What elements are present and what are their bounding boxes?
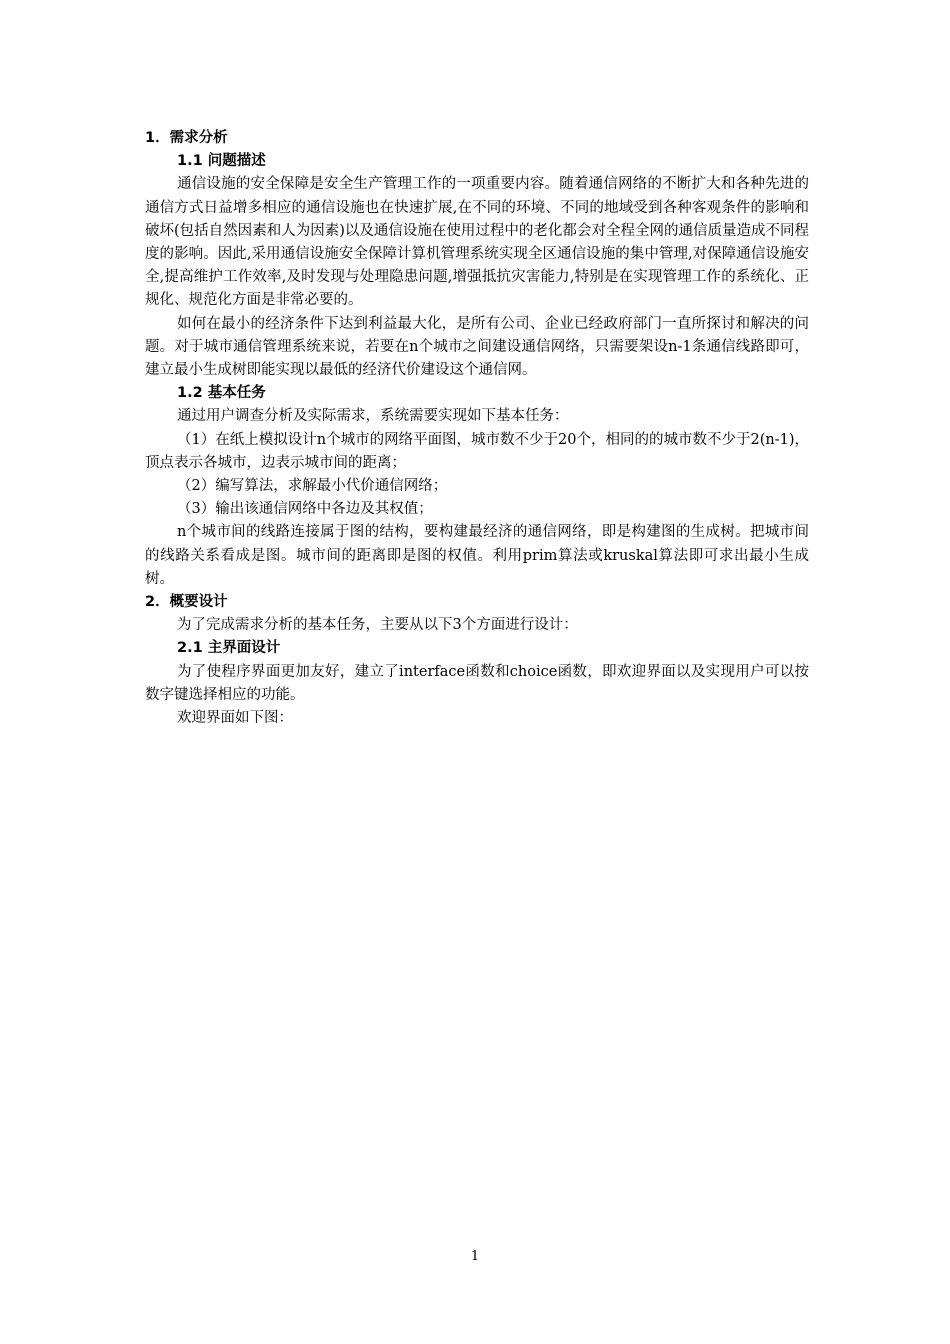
page-number: 1 [470,1249,480,1264]
task-item-1: （1）在纸上模拟设计n个城市的网络平面图，城市数不少于20个，相同的的城市数不少于2(n-1)，顶点表示各城市，边表示城市间的距离； [145,431,810,471]
section-1-1-heading: 1.1 问题描述 [177,153,266,170]
section-1-heading: 1．需求分析 [145,130,228,146]
section-2-1-paragraph-1: 为了使程序界面更加友好，建立了interface函数和choice函数，即欢迎界面以及实现用户可以按数字键选择相应的功能。 [145,663,809,703]
section-2-intro: 为了完成需求分析的基本任务，主要从以下3个方面进行设计： [177,617,578,634]
section-2-1-heading: 2.1 主界面设计 [177,640,281,657]
section-2-heading: 2．概要设计 [145,594,228,611]
section-1-1-paragraph-1: 通信设施的安全保障是安全生产管理工作的一项重要内容。随着通信网络的不断扩大和各种先进的通信方式日益增多相应的通信设施也在快速扩展,在不同的环境、不同的地域受到各种客观条件的影响和破坏(包括自然因素和人为因素)以及通信设施在使用过程中的老化都会对全程全网的通信质量造成不同程度的影响。因此,采用通信设施安全保障计算机管理系统实现全区通信设施的集中管理,对保障通信设施安全,提高维护工作效率,及时发现与处理隐患问题,增强抵抗灾害能力,特别是在实现管理工作的系统化、正规化、规范化方面是非常必要的。 [145,176,809,309]
task-item-2: （2）编写算法，求解最小代价通信网络； [177,478,448,495]
section-1-2-conclusion: n个城市间的线路连接属于图的结构，要构建最经济的通信网络，即是构建图的生成树。把城市间的线路关系看成是图。城市间的距离即是图的权值。利用prim算法或kruskal算法即可求出最小生成树。 [145,524,809,587]
section-1-1-paragraph-2: 如何在最小的经济条件下达到利益最大化，是所有公司、企业已经政府部门一直所探讨和解决的问题。对于城市通信管理系统来说，若要在n个城市之间建设通信网络，只需要架设n-1条通信线路即可，建立最小生成树即能实现以最低的经济代价建设这个通信网。 [145,315,809,379]
section-1-2-intro: 通过用户调查分析及实际需求，系统需要实现如下基本任务： [177,408,569,425]
task-item-3: （3）输出该通信网络中各边及其权值； [177,501,433,518]
section-2-1-paragraph-2: 欢迎界面如下图： [177,710,293,727]
section-1-2-heading: 1.2 基本任务 [177,385,266,402]
document-body [145,127,809,730]
